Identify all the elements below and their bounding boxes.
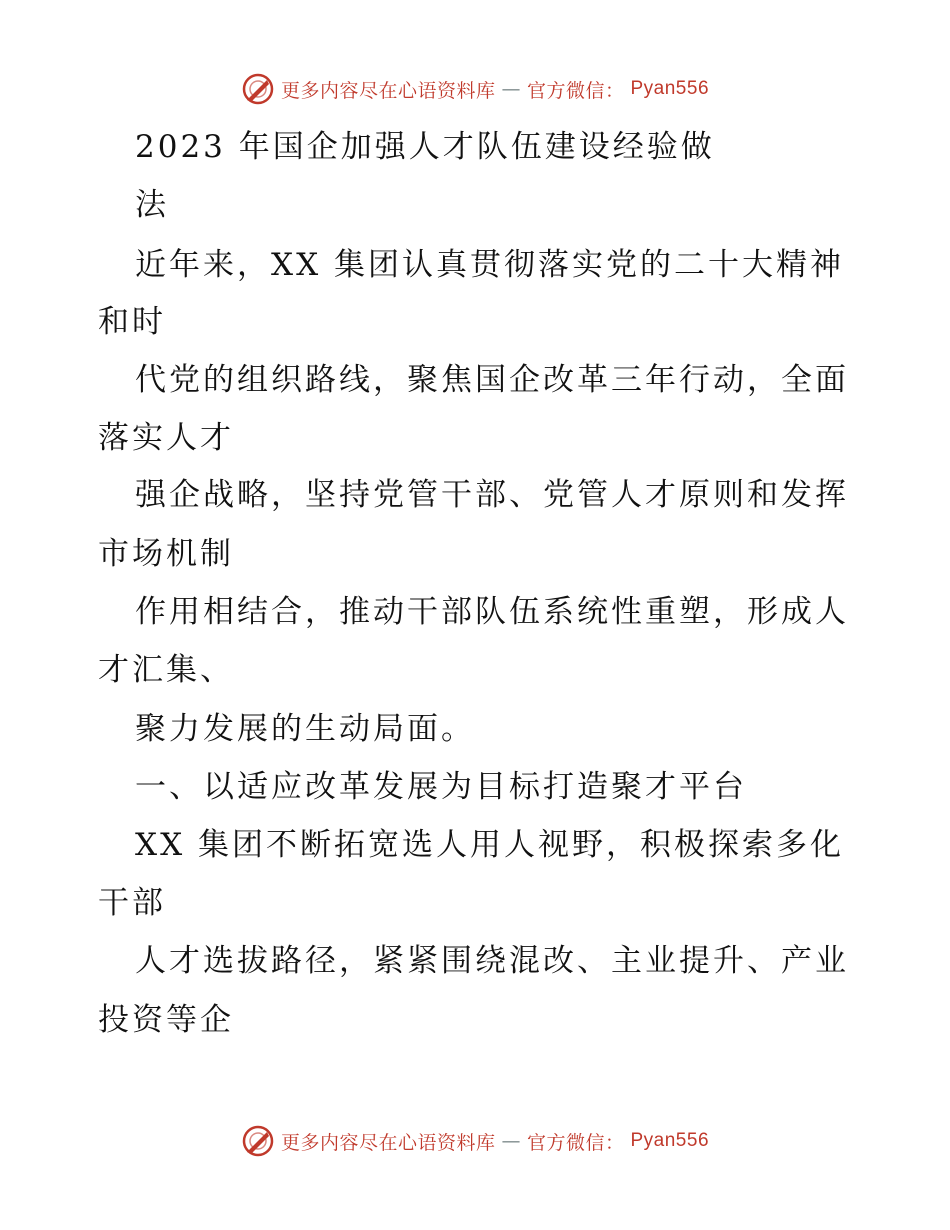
paragraph-line: 市场机制 [98, 536, 234, 572]
watermark-text: 更多内容尽在心语资料库 [280, 79, 496, 102]
paragraph-line: 聚力发展的生动局面。 [135, 711, 475, 747]
section-heading: 一、以适应改革发展为目标打造聚才平台 [135, 769, 747, 805]
paragraph-line: XX 集团不断拓宽选人用人视野，积极探索多化 [135, 827, 844, 863]
paragraph-line: 投资等企 [98, 1002, 234, 1038]
doc-title-line-2: 法 [135, 187, 169, 223]
quill-logo-icon [241, 1124, 275, 1158]
watermark-wechat-id: Pyan556 [630, 78, 710, 99]
paragraph-line: 强企战略，坚持党管干部、党管人才原则和发挥 [135, 477, 849, 513]
paragraph-line: 人才选拔路径，紧紧围绕混改、主业提升、产业 [135, 943, 849, 979]
paragraph-line: 落实人才 [98, 420, 234, 456]
quill-logo-icon [241, 72, 275, 106]
paragraph-line: 作用相结合，推动干部队伍系统性重塑，形成人 [135, 594, 849, 630]
paragraph-line: 代党的组织路线，聚焦国企改革三年行动，全面 [135, 362, 849, 398]
doc-title-line-1: 2023 年国企加强人才队伍建设经验做 [135, 129, 715, 165]
watermark-text: 更多内容尽在心语资料库 [280, 1131, 496, 1154]
footer-watermark [0, 1124, 950, 1158]
paragraph-line: 近年来，XX 集团认真贯彻落实党的二十大精神 [135, 247, 844, 283]
paragraph-line: 才汇集、 [98, 652, 234, 688]
watermark-wechat-label: 官方微信： [526, 79, 625, 102]
paragraph-line: 干部 [98, 885, 166, 921]
watermark-wechat-label: 官方微信： [526, 1131, 625, 1154]
watermark-dash: — [501, 78, 521, 100]
watermark-dash: — [501, 1130, 521, 1152]
watermark-wechat-id: Pyan556 [630, 1130, 710, 1151]
header-watermark [0, 72, 950, 106]
paragraph-line: 和时 [98, 304, 166, 340]
